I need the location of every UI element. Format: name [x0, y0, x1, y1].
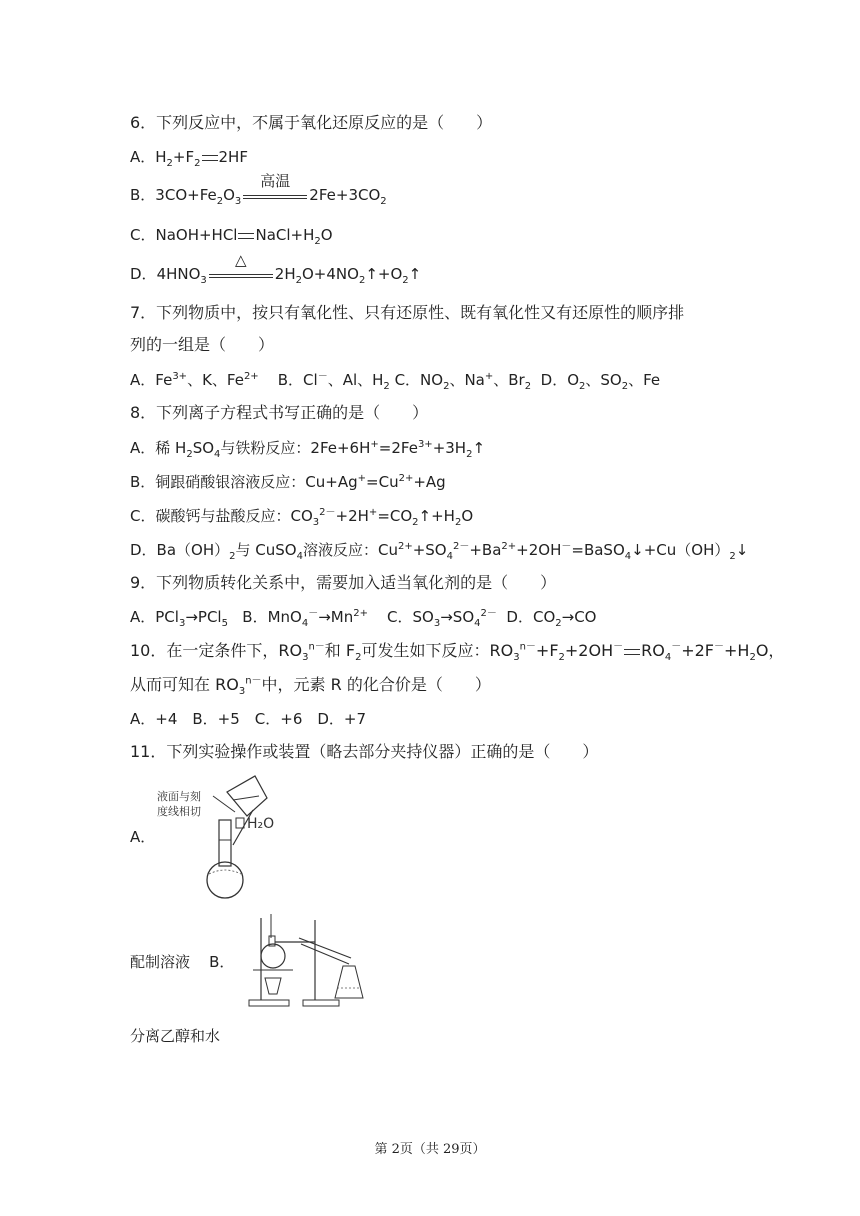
- q7-options: A．$Fe^{3+}$、K、$Fe^{2+}$ B．Cl－、Al、$H_2$ C．$NO_2$、Na+、$Br_2$ D．$O_2$、$SO_2$、Fe: [130, 371, 661, 392]
- q6-option-c: C．NaOH+HCl $NaCl+H_2O$: [130, 226, 333, 247]
- q7-stem-2: 列的一组是（ ）: [130, 335, 275, 354]
- fig-a-label-2: 度线相切: [157, 805, 201, 818]
- q11-stem: 11．下列实验操作或装置（略去部分夹持仪器）正确的是（ ）: [130, 742, 599, 761]
- q9-options: A．PCl$_3$→PCl$_5$ B．$MnO_4^-\to Mn^{2+}$ C．$SO_3\to SO_4^{2-}$ D．$CO_2\to CO$: [130, 608, 597, 629]
- q8-option-b: B．铜跟硝酸银溶液反应：$Cu+Ag^+=Cu^{2+}+Ag$: [130, 473, 446, 491]
- volumetric-flask-figure: [155, 770, 285, 900]
- q10-stem-1: 10．在一定条件下，$RO_3^{n-}$和 $F_2$可发生如下反应：$RO_3^{n-}+F_2+2OH^-$ $RO_4^-+2F^-+H_2O$，: [130, 641, 785, 664]
- fig-a-water-label: H₂O: [247, 816, 275, 832]
- q8-option-c: C．碳酸钙与盐酸反应：$CO_3^{2-}+2H^+=CO_2↑+H_2O$: [130, 507, 474, 528]
- q7-stem-1: 7．下列物质中，按只有氧化性、只有还原性、既有氧化性又有还原性的顺序排: [130, 303, 685, 322]
- distillation-apparatus-figure: [243, 908, 365, 1012]
- q10-options: A．+4 B．+5 C．+6 D．+7: [130, 710, 367, 728]
- page-footer: 第 2页（共 29页）: [374, 1142, 486, 1157]
- q8-option-d: D．$Ba(OH)_2$与 CuSO$_4$溶液反应：$Cu^{2+}+SO_4^{2-}+Ba^{2+}+2OH^-=BaSO_4↓+Cu(OH)_2↓$: [130, 541, 749, 562]
- condition-high-temp: 高温: [243, 184, 307, 206]
- fig-a-label-1: 液面与刻: [157, 790, 201, 803]
- q6-option-a: A．$H_2+F_2$ 2HF: [130, 148, 248, 169]
- q9-stem: 9．下列物质转化关系中，需要加入适当氧化剂的是（ ）: [130, 573, 557, 592]
- q8-stem: 8．下列离子方程式书写正确的是（ ）: [130, 403, 429, 422]
- q6-stem: 6．下列反应中，不属于氧化还原反应的是（ ）: [130, 113, 493, 132]
- q11-option-a-label: A．: [130, 828, 156, 846]
- q8-option-a: A．稀 $H_2SO_4$与铁粉反应：$2Fe+6H^+=2Fe^{3+}+3H_2↑$: [130, 439, 486, 460]
- condition-heat: △: [209, 263, 273, 285]
- q6-option-b: B．$3CO+Fe_2O_3$ 高温 $2Fe+3CO_2$: [130, 172, 387, 207]
- q6-option-d: D．$4HNO_3$ △ $2H_2O+4NO_2↑+O_2↑$: [130, 251, 422, 286]
- q11-caption-a: 配制溶液 B．: [130, 953, 235, 971]
- q11-caption-b: 分离乙醇和水: [130, 1027, 221, 1045]
- q10-stem-2: 从而可知在 $RO_3^{n-}$中，元素 R 的化合价是（ ）: [130, 675, 491, 698]
